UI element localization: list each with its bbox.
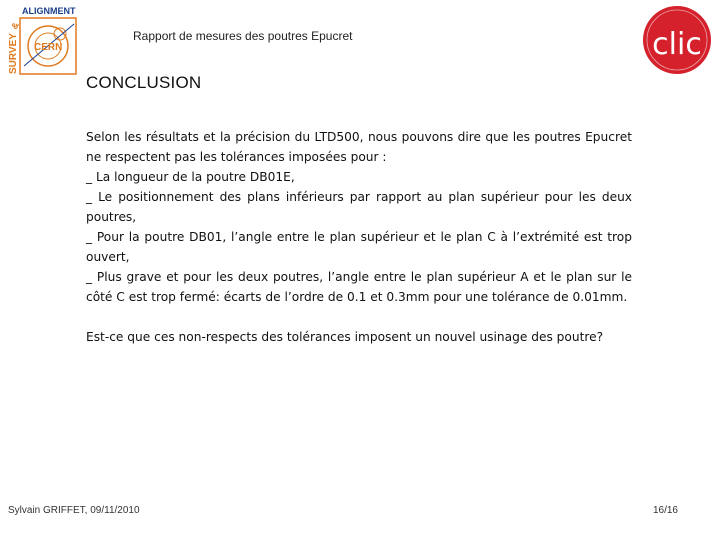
footer-page-number: 16/16 [652, 505, 678, 516]
logo-clic-text: clic [652, 27, 702, 62]
paragraph-intro: Selon les résultats et la précision du LTD500, nous pouvons dire que les poutres Epucret ne respectent pas les tolérances imposées pour : [86, 130, 632, 164]
list-item: _ La longueur de la poutre DB01E, [86, 170, 295, 184]
survey-alignment-logo [4, 2, 78, 76]
list-item: _ Plus grave et pour les deux poutres, l’angle entre le plan supérieur A et le plan sur le côté C est trop fermé: écarts de l’ordre de 0.1 et 0.3mm pour une tolérance de 0.01mm. [86, 270, 632, 304]
logo-cern-text: CERN [34, 42, 63, 53]
logo-survey-text: SURVEY [8, 33, 19, 74]
question-paragraph: Est-ce que ces non-respects des tolérances imposent un nouvel usinage des poutre? [86, 330, 604, 344]
clic-logo [638, 4, 716, 76]
list-item: _ Le positionnement des plans inférieurs par rapport au plan supérieur pour les deux poutres, [86, 190, 632, 224]
list-item: _ Pour la poutre DB01, l’angle entre le plan supérieur et le plan C à l’extrémité est trop ouvert, [86, 230, 632, 264]
section-heading: CONCLUSION [86, 73, 202, 92]
logo-alignment-text: ALIGNMENT [22, 6, 76, 16]
footer-author-date: Sylvain GRIFFET, 09/11/2010 [8, 505, 140, 516]
conclusion-body [86, 127, 632, 347]
report-title: Rapport de mesures des poutres Epucret [133, 29, 353, 43]
logo-amp-text: & [9, 20, 21, 31]
